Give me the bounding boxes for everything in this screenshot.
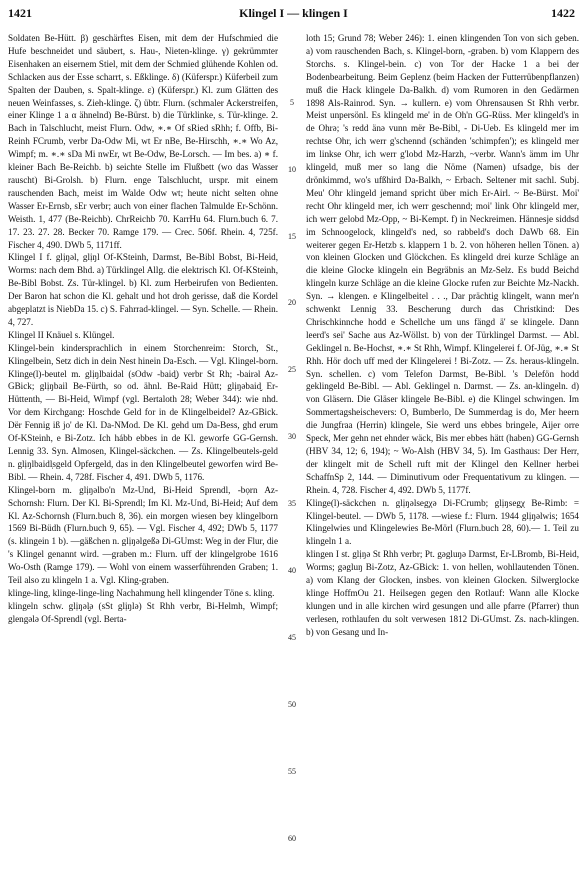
line-number: 50 xyxy=(288,700,296,709)
line-number: 30 xyxy=(288,432,296,441)
line-number: 35 xyxy=(288,499,296,508)
entry-klinge-continued: Soldaten Be-Hütt. β) geschärftes Eisen, mit dem der Hufschmied die Hufe beschneidet und säubert, s. Hau-, Nieten-klinge. γ) gekrümmter Eisenhaken an eisernem Stiel, mit dem der Schmied glühende Kohlen od. Schlacken aus der Esse scharrt, s. Eßklinge. δ) (Küferspr.) Küferbeil zum Spalten der Dauben, s. Spalt-klinge. ε) (Küferspr.) Kl. zum Glätten des neuen Weinfasses, s. Zieh-klinge. ζ) übtr. Flurn. (schmaler Ackerstreifen, einer Klinge 1 a α ähnelnd) Be-Bürst. b) die Türklinke, s. Tür-klinge. 2. Bach in Talschlucht, meist Flurn. Odw, ∗.∗ Of sRied sRhh; f. Offb, Bi-Reinh FCrumb, verbr Da-Odw Mi, wt Er nBe, Be-Hirschh, ∗.∗ Wo Az, Wimpf; m. ∗.∗ sDa Mi nwEr, wt Be-Odw, Be-Lorsch. — Im bes. a) ∗ f. kleiner Bach Be-Reichb. b) seichte Stelle im Flußbett (wo das Wasser rauscht) Bi-Grolsh. b) Flurn. enge Talschlucht, urspr. mit einem rauschenden Bach, meist im Walde Odw wt; heute nicht selten ohne Wasser Er-Ernsb, sEr verbr; auch von einer flachen Talmulde Er-Schönn. Weisth. 1, 477 (Be-Reichb). ChrReichb 70. KarrHu 64. Flurn.buch 6. 7. 17. 23. 27. 28. Becker 70. Ramge 179. — Crec. 506f. Rhein. 4, 725f. Fischer 4, 490. DWb 5, 1171ff. xyxy=(8,33,278,250)
entry-klingel-ii: Klingel II Knäuel s. Klüngel. xyxy=(8,329,115,340)
entry-klingel-i: Klingel I f. glịŋəl, glịŋl Of-KSteinh, Darmst, Be-Bibl Bobst, Bi-Heid, Worms: nach dem Bhd. a) Türklingel Allg. die elektrisch Kl. Of-KSteinh, Be-Bibl Bobst. Zs. Tür-klingel. b) Kl. zum Herbeirufen von Bedienten. Der Baron hat schon die Kl. gehalt und hot droh gerisse, daß die Kordel abgeplatzt is NiebDa 15. c) S. Fahrrad-klingel. — Syn. Schelle. — Rhein. 4, 727. xyxy=(8,252,278,327)
entry-klingeln-continued: loth 15; Grund 78; Weber 246): 1. einen klingenden Ton von sich geben. a) vom rauschenden Bach, s. Klingel-born, -graben. b) vom Klappern des Storchs. s. Klingel-bein. c) von Tor der Hacke 1 a bei der Bodenbearbeitung. Beim Geplenz (beim Hacken der Futterrübenpflanzen) muß die Hack klingele Da-Balkh. d) vom Rumoren in den Gedärmen 1898 Als-Rainrod. Syn. → kullern. e) vom Ohrensausen St Rhh verbr. Meist unpersönl. Es klingeld me' in de Oh'n GG-Rüss. Mer klingeld's in de Ohrə; 's redd änə vunn mër Be-Bibl, - Di-Ueb. Es klingeld mer im rechtse Ohr, ich werr g'schennd (schänden 'schimpfen'); es klingeld mer im linkse Ohr, ich werr g'lobd Mz-Harzh, ~verbr. Wann's ämm im Uhr klingeld, muß mer so lang die Nöme (Namen) ufsadge, bis der drönkimmd, wo's ufßhird Da-Balkh, ~ Erbach. Seltener mit sachl. Subj. Meu' Ohr klingeld jemand spricht über mich Er-Airl. ~ Be-Bürst. Moi' recht Ohr klingeld mer, ich werr geschennd; moi' link Ohr klingeld mer, ich werr gelobd Mz-Opp, ~ Bi-Kempt. f) in Neckreimen. Hännesje siddsd im Schnoogelock, klingeld's ned, so rabbeld's doch DaWb 68. Ein weiterer gegen Er-Hetzb s. klappern 1 b. 2. von höheren hellen Tönen. a) von kleinen Glocken und Glöckchen. Es klingeld drei kurze Schläge an die kleine Glocke klingeln ein Begräbnis an Mz-Selz. Es budd Beichd klingeln kurze Schläge an die kleine Glocke rufen zur Beichte Mz-Nackh. Syn. → klengen. e Klingelbeitel . . ., Dar prächtig klingelt, wann mer'n schwenkt Lennig 33. Bescherung durch das Christkind: Des Chrischkinnche hodd e Schellche um uns fängd ä' se klingele. Dann leerd's sei' Sache aus Az-Wöllst. b) von der Türklingel Darmst. — Abl. Geklingel n. Be-Hochst, ∗.∗ St Rhh, Wimpf. Klingelerei f. Of-Jüg, ∗.∗ St Rhh. Hör doch uff med der Klingelerei ! Bi-Zotz. — Zs. heraus-klingeln. Syn. schellen. c) vom Telefon Darmst, Be-Bibl. 's Delefön hodd geklingeld Be-Bibl. — Abl. Geklingel n. Darmst. — Zs. an-klingeln. d) von Gläsern. Die Gläser klingele Be-Bibl. e) die Klingel schwingen. Im Sommertagsheischevers: O, Bumberlo, De Summerdag is do, Mer heern die Jungfraa (Herrin) klingele, Sie werd uns ebbes bringele, Aijer orre Speck, Mer gehn net ehnder wäck, Bis mer ebbes hätt (haben) GG-Gernsh (HBV 34, 12; 6, 194); ~ Wo-Alsh (HBV 34, 5). Im Gasthaus: Der Herr, der klingelt mit de Schell ruft mit der Klingel den Kellner herbei SchaffnSp 2, 144. — Diminutivum oder Frequentativum zu klingen. — Rhein. 4, 728. Fischer 4, 492. DWb 5, 1177f. xyxy=(306,33,579,495)
entry-klingel-born: Klingel-born m. glịŋəlbo'n Mz-Und, Bi-Heid Sprendl, -bọrn Az-Schornsh: Flurn. Der Kl. Bi-Sprendl; Im Kl. Mz-Und, Bi-Heid; Auf dem Kl. Az-Schornsh (Flurn.buch 8, 36). ein morgen wiesen bey klingelborn 1569 Bi-Büdh (Flurn.buch 9, 65). — Vgl. Fischer 4, 492; DWb 5, 1177 (s. klingein 1 b). —gäßchen n. glịŋəlgeßə Di-GUmst: Weg in der Flur, die 's Klingel genannt wird. —graben m.: Flurn. uff der klingelgrobe 1616 Wo-Osth (Ramge 179). — Wohl von einem wasserführenden Graben; 1. Teil also zu klingeln 1 a. Vgl. Kling-graben. xyxy=(8,484,278,586)
running-title: Klingel I — klingen I xyxy=(239,6,348,20)
page-number-right: 1422 xyxy=(551,6,575,20)
line-number-gutter xyxy=(280,32,304,862)
line-number: 55 xyxy=(288,767,296,776)
page-number-left: 1421 xyxy=(8,6,32,20)
entry-klingel-beutel: Klinge(l)-beutel m. glịŋlbaidəl (sOdw -baid̬) verbr St Rh; -bairəl Az-GBick; glịŋbail Be-Fürth, so od. ähnl. Be-Raid Hütt; glịŋəbaid̬ Er-Hüttenth, — Bi-Heid, Wimpf (vgl. Bertaloth 28; Weber 344): wie nhd. Vor dem Kirchgang: Hoschde Geld for in de Klingelbeidel? Az-GBick. Dër Fennig iß jo' de Kl. Da-NMod. De Kl. gehd um Da-Bess, ghd erum Of-KSteinh, e Bi-Zotz. Ich hább ebbes in de Kl. geworfe GG-Gernsh. Lennig 33. Syn. Almosen, Klingel-säckchen. — Zs. Klingelbeutels-geld n. glịŋlbaidl̩sgeld Opfergeld, das in den Klingelbeutel geworfen wird Be-Bibl. — Rhein. 4, 728f. Fischer 4, 491. DWb 5, 1176. xyxy=(8,368,278,482)
line-number: 60 xyxy=(288,834,296,843)
page-header xyxy=(0,0,587,24)
entry-klingel-bein: Klingel-bein kindersprachlich in einem Storchenreim: Storch, St., Klingelbein, Setz dich in dein Nest hinein Da-Esch. — Vgl. Klingel-born. xyxy=(8,342,278,366)
entry-klingeln: klingeln schw. glịŋəl̬ə (sSt glịŋlə) St Rhh verbr, Bi-Helmh, Wimpf; glengələ Of-Sprendl (vgl. Berta- xyxy=(8,600,278,624)
entry-klingen-i: klingen I st. glịŋə St Rhh verbr; Pt. gəgluŋə Darmst, Er-LBromb, Bi-Heid, Worms; gəgluŋ Bi-Zotz, Az-GBick: 1. von hellen, wohllautenden Tönen. a) vom Klang der Glocken, insbes. von kleinen Glocken. Silwerglocke klinge HoffmOu 21. Heilsegen gegen den Rotlauf: Wann alle Klocke klungen und in alle kirchen wird gesungen und alle pfarre (Pfarrer) thun verlesen, rothlaufen du solt verwesen 1812 Di-GUmst. Zs. nach-klingen. b) von Gesang und In- xyxy=(306,549,579,637)
line-number: 25 xyxy=(288,365,296,374)
line-number: 10 xyxy=(288,165,296,174)
line-number: 40 xyxy=(288,566,296,575)
entry-klinge-ling: klinge-ling, klinge-linge-ling Nachahmung hell klingender Töne s. kling. xyxy=(8,587,275,598)
line-number: 20 xyxy=(288,298,296,307)
right-column xyxy=(306,32,579,862)
line-number: 5 xyxy=(290,98,294,107)
left-column xyxy=(8,32,278,862)
line-number: 15 xyxy=(288,232,296,241)
line-number: 45 xyxy=(288,633,296,642)
entry-klingel-saeckchen: Klinge(l)-säckchen n. glịŋəlsegχə Di-FCrumb; glịŋsegχ Be-Rimb: = Klingel-beutel. — DWb 5, 1178. —wiese f.: Flurn. 1944 glịŋəlwis; 1654 Klingelwies und Klingelewies Be-Mörl (Flurn.buch 28, 60).— 1. Teil zu klingeln 1 a. xyxy=(306,497,579,547)
